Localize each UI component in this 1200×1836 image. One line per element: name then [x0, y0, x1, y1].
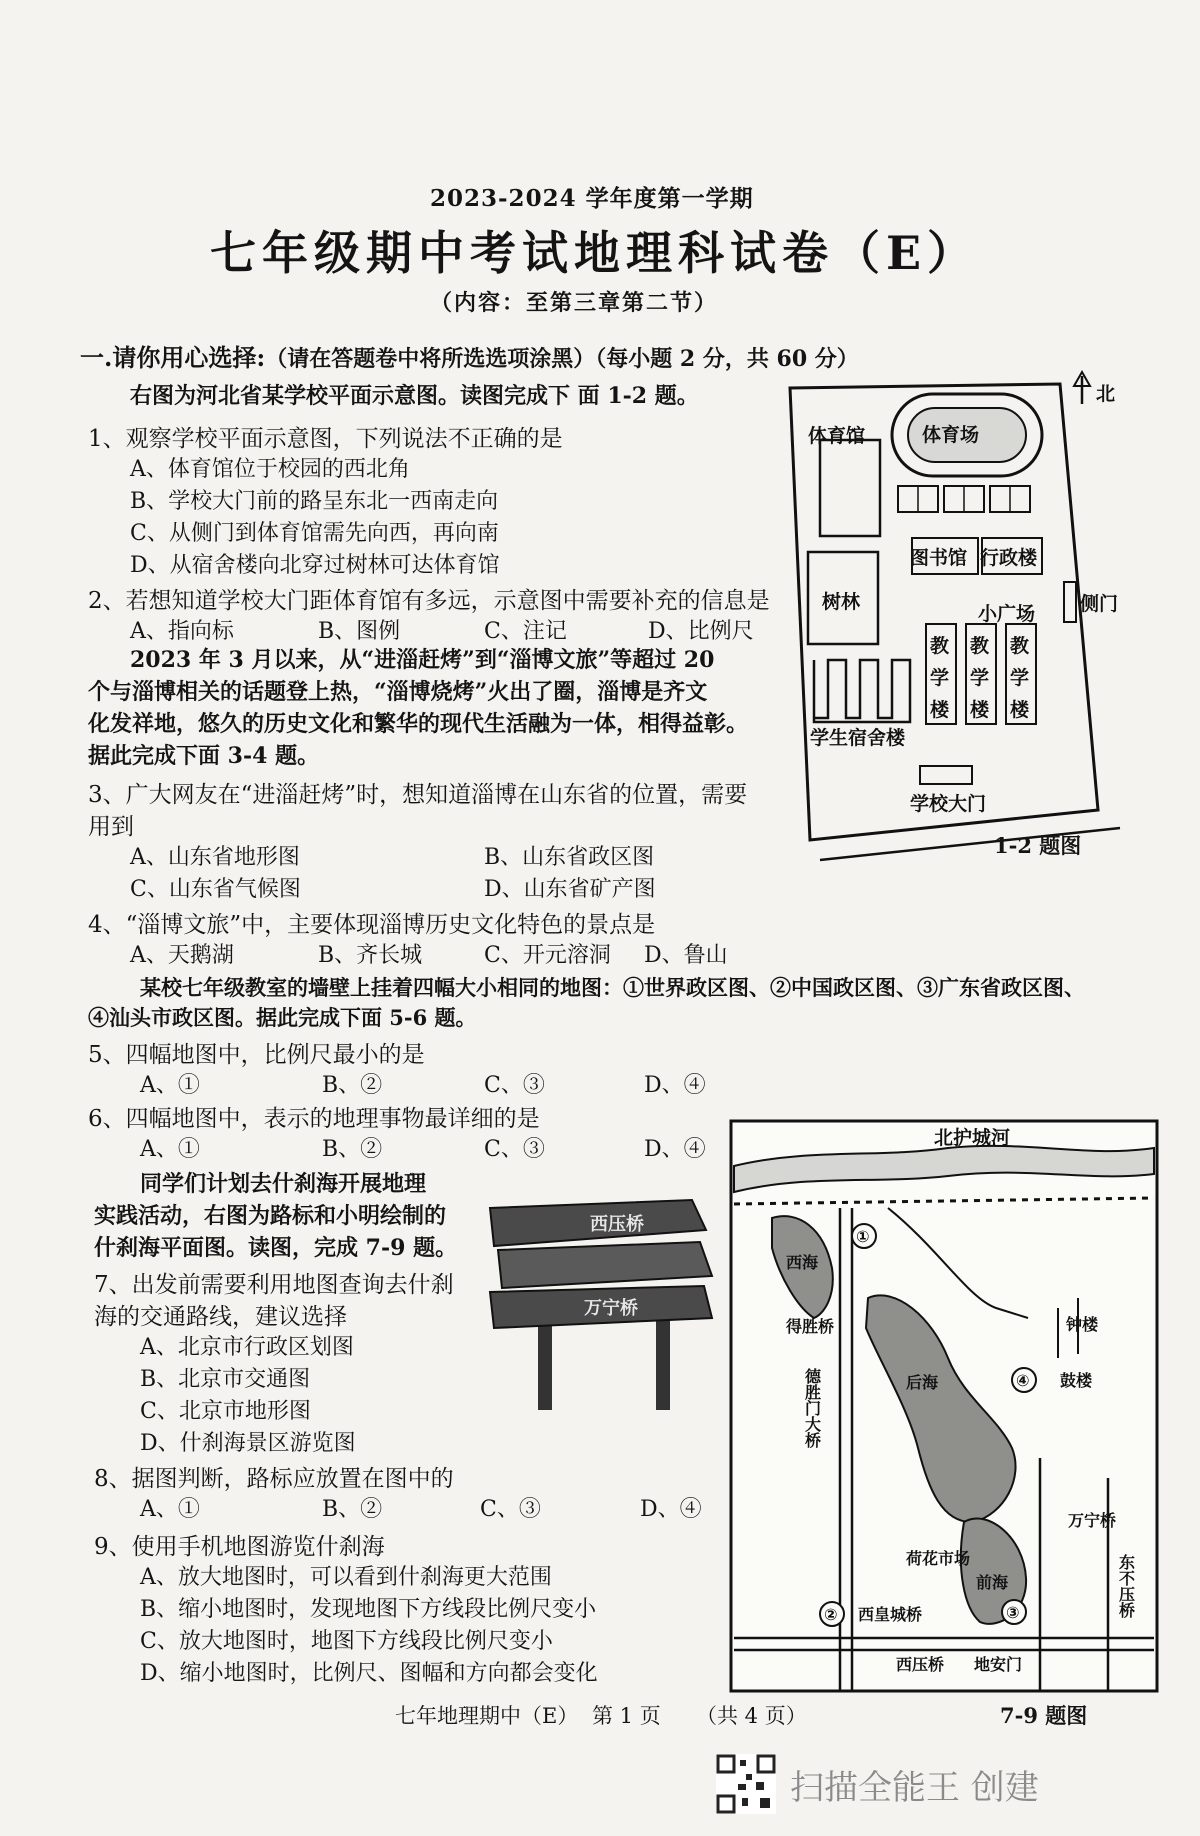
stadium-label: 体育场	[922, 424, 980, 446]
q7-stem-line2: 海的交通路线，建议选择	[94, 1304, 347, 1330]
q6-option-a: A、①	[140, 1137, 200, 1162]
q1-option-d: D、从宿舍楼向北穿过树林可达体育馆	[130, 553, 500, 578]
footer-page: 第 1 页	[592, 1704, 661, 1728]
marker-2-label: ②	[824, 1605, 838, 1624]
q7-option-d: D、什刹海景区游览图	[140, 1431, 356, 1456]
shichahai-map	[728, 1118, 1160, 1694]
q8-option-b: B、②	[322, 1497, 383, 1522]
svg-text:楼: 楼	[930, 699, 950, 721]
q6-option-d: D、④	[644, 1137, 706, 1162]
q1-stem: 1、观察学校平面示意图，下列说法不正确的是	[88, 426, 563, 452]
q6-option-b: B、②	[322, 1137, 383, 1162]
q7-option-b: B、北京市交通图	[140, 1367, 311, 1392]
q7-stem-line1: 7、出发前需要利用地图查询去什刹	[94, 1272, 454, 1298]
main-gate-label: 学校大门	[910, 793, 987, 815]
lake-xihai-label: 西海	[786, 1253, 819, 1272]
q3-option-a: A、山东省地形图	[130, 845, 300, 870]
section-title: 一.请你用心选择:	[80, 343, 266, 372]
svg-text:楼: 楼	[1010, 699, 1030, 721]
signpost-board-middle	[498, 1242, 712, 1288]
marker-3-label: ③	[1006, 1603, 1020, 1622]
q5-option-c: C、③	[484, 1073, 545, 1098]
school-plan-caption: 1-2 题图	[994, 833, 1082, 858]
wanning-bridge-label: 万宁桥	[1068, 1511, 1117, 1530]
q4-stem: 4、“淄博文旅”中，主要体现淄博历史文化特色的景点是	[88, 912, 656, 938]
q5-option-d: D、④	[644, 1073, 706, 1098]
q8-stem: 8、据图判断，路标应放置在图中的	[94, 1466, 454, 1492]
q2-option-c: C、注记	[484, 619, 567, 644]
q9-option-a: A、放大地图时，可以看到什刹海更大范围	[140, 1565, 552, 1590]
svg-text:学: 学	[1010, 667, 1030, 689]
dianmen-label: 地安门	[974, 1655, 1023, 1674]
lotus-market-label: 荷花市场	[906, 1549, 971, 1568]
intro-q3-4-line2: 个与淄博相关的话题登上热，“淄博烧烤”火出了圈，淄博是齐文	[88, 679, 708, 705]
q1-option-a: A、体育馆位于校园的西北角	[130, 457, 410, 482]
q3-option-d: D、山东省矿产图	[484, 877, 656, 902]
intro-q3-4-line4: 据此完成下面 3-4 题。	[88, 743, 320, 769]
desheng-bridge-label: 得胜桥	[786, 1317, 835, 1336]
intro-q5-6-line1: 某校七年级教室的墙壁上挂着四幅大小相同的地图：①世界政区图、②中国政区图、③广东省政区图、	[140, 975, 1085, 1000]
svg-text:学: 学	[970, 667, 990, 689]
q7-option-c: C、北京市地形图	[140, 1399, 311, 1424]
main-gate	[920, 766, 972, 784]
q4-option-a: A、天鹅湖	[130, 943, 234, 968]
svg-text:教: 教	[1010, 635, 1030, 657]
q2-option-b: B、图例	[318, 619, 401, 644]
q9-option-c: C、放大地图时，地图下方线段比例尺变小	[140, 1629, 553, 1654]
q9-option-b: B、缩小地图时，发现地图下方线段比例尺变小	[140, 1597, 597, 1622]
dormitory-building	[814, 660, 910, 722]
plaza-label: 小广场	[978, 603, 1036, 625]
qr-code-icon[interactable]	[716, 1754, 776, 1814]
q6-stem: 6、四幅地图中，表示的地理事物最详细的是	[88, 1106, 540, 1132]
section-heading	[80, 338, 859, 373]
q4-option-d: D、鲁山	[644, 943, 728, 968]
east-label: 东不压桥	[1116, 1554, 1136, 1618]
footer-subject: 七年地理期中（E）	[395, 1704, 579, 1728]
bell-tower-label: 钟楼	[1066, 1315, 1099, 1334]
q4-option-c: C、开元溶洞	[484, 943, 611, 968]
q8-option-d: D、④	[640, 1497, 702, 1522]
q2-stem: 2、若想知道学校大门距体育馆有多远，示意图中需要补充的信息是	[88, 588, 770, 614]
intro-q3-4-line1: 2023 年 3 月以来，从“进淄赶烤”到“淄博文旅”等超过 20	[130, 647, 715, 673]
signpost-bottom-label: 万宁桥	[584, 1298, 638, 1319]
marker-1-label: ①	[856, 1227, 870, 1246]
svg-text:教: 教	[930, 635, 950, 657]
intro-q1-2: 右图为河北省某学校平面示意图。读图完成下 面 1-2 题。	[130, 383, 699, 409]
xihuangcheng-bridge-label: 西皇城桥	[858, 1605, 923, 1624]
signpost-top-label: 西压桥	[590, 1214, 644, 1235]
dormitory-label: 学生宿舍楼	[810, 727, 906, 749]
exam-scope: （内容：至第三章第二节）	[430, 290, 719, 316]
signpost-picture	[480, 1190, 720, 1410]
intro-q5-6-line2: ④汕头市政区图。据此完成下面 5-6 题。	[88, 1005, 477, 1030]
q4-option-b: B、齐长城	[318, 943, 423, 968]
admin-label: 行政楼	[980, 547, 1038, 569]
school-plan-map	[780, 370, 1160, 880]
lake-qianhai-label: 前海	[976, 1573, 1009, 1592]
q2-option-d: D、比例尺	[648, 619, 754, 644]
teaching-buildings	[926, 624, 1036, 724]
intro-q7-9-line3: 什刹海平面图。读图，完成 7-9 题。	[94, 1235, 458, 1261]
svg-text:楼: 楼	[970, 699, 990, 721]
intro-q7-9-line2: 实践活动，右图为路标和小明绘制的	[94, 1203, 447, 1229]
svg-text:教: 教	[970, 635, 990, 657]
marker-4-label: ④	[1016, 1371, 1030, 1390]
sports-courts	[898, 486, 1030, 512]
scanner-watermark: 扫描全能王 创建	[790, 1768, 1039, 1808]
gym-building	[820, 440, 880, 536]
library-label: 图书馆	[910, 547, 968, 569]
q8-option-c: C、③	[480, 1497, 541, 1522]
q3-option-b: B、山东省政区图	[484, 845, 655, 870]
q5-option-a: A、①	[140, 1073, 200, 1098]
grove-label: 树林	[822, 591, 861, 613]
intro-q7-9-line1: 同学们计划去什刹海开展地理	[140, 1171, 427, 1197]
q3-option-c: C、山东省气候图	[130, 877, 301, 902]
xiya-bridge-label: 西压桥	[896, 1655, 945, 1674]
drum-tower-label: 鼓楼	[1060, 1371, 1093, 1390]
footer-total: （共 4 页）	[696, 1704, 807, 1728]
school-year-line: 2023-2024 学年度第一学期	[430, 185, 754, 212]
q3-stem-line1: 3、广大网友在“进淄赶烤”时，想知道淄博在山东省的位置，需要	[88, 782, 748, 808]
side-gate-label: 侧门	[1080, 593, 1119, 615]
q9-option-d: D、缩小地图时，比例尺、图幅和方向都会变化	[140, 1661, 598, 1686]
q8-option-a: A、①	[140, 1497, 200, 1522]
shichahai-map-caption: 7-9 题图	[1000, 1703, 1088, 1728]
intro-q3-4-line3: 化发祥地，悠久的历史文化和繁华的现代生活融为一体，相得益彰。	[88, 711, 749, 737]
exam-title: 七年级期中考试地理科试卷（E）	[210, 226, 980, 280]
svg-text:学: 学	[930, 667, 950, 689]
q6-option-c: C、③	[484, 1137, 545, 1162]
q2-option-a: A、指向标	[130, 619, 234, 644]
q1-option-b: B、学校大门前的路呈东北一西南走向	[130, 489, 499, 514]
q5-option-b: B、②	[322, 1073, 383, 1098]
q3-stem-line2: 用到	[88, 814, 134, 840]
north-label: 北	[1096, 383, 1116, 405]
q5-stem: 5、四幅地图中，比例尺最小的是	[88, 1042, 425, 1068]
desheng-gate-bridge-label: 德胜门大桥	[802, 1368, 822, 1448]
section-instruction: （请在答题卷中将所选选项涂黑）（每小题 2 分，共 60 分）	[265, 346, 859, 372]
q1-option-c: C、从侧门到体育馆需先向西，再向南	[130, 521, 499, 546]
canal-label: 北护城河	[934, 1127, 1011, 1149]
side-gate	[1064, 582, 1076, 622]
q9-stem: 9、使用手机地图游览什刹海	[94, 1534, 385, 1560]
q7-option-a: A、北京市行政区划图	[140, 1335, 354, 1360]
lake-houhai-label: 后海	[906, 1373, 939, 1392]
gym-label: 体育馆	[808, 425, 866, 447]
north-arrow-icon	[1074, 372, 1090, 404]
